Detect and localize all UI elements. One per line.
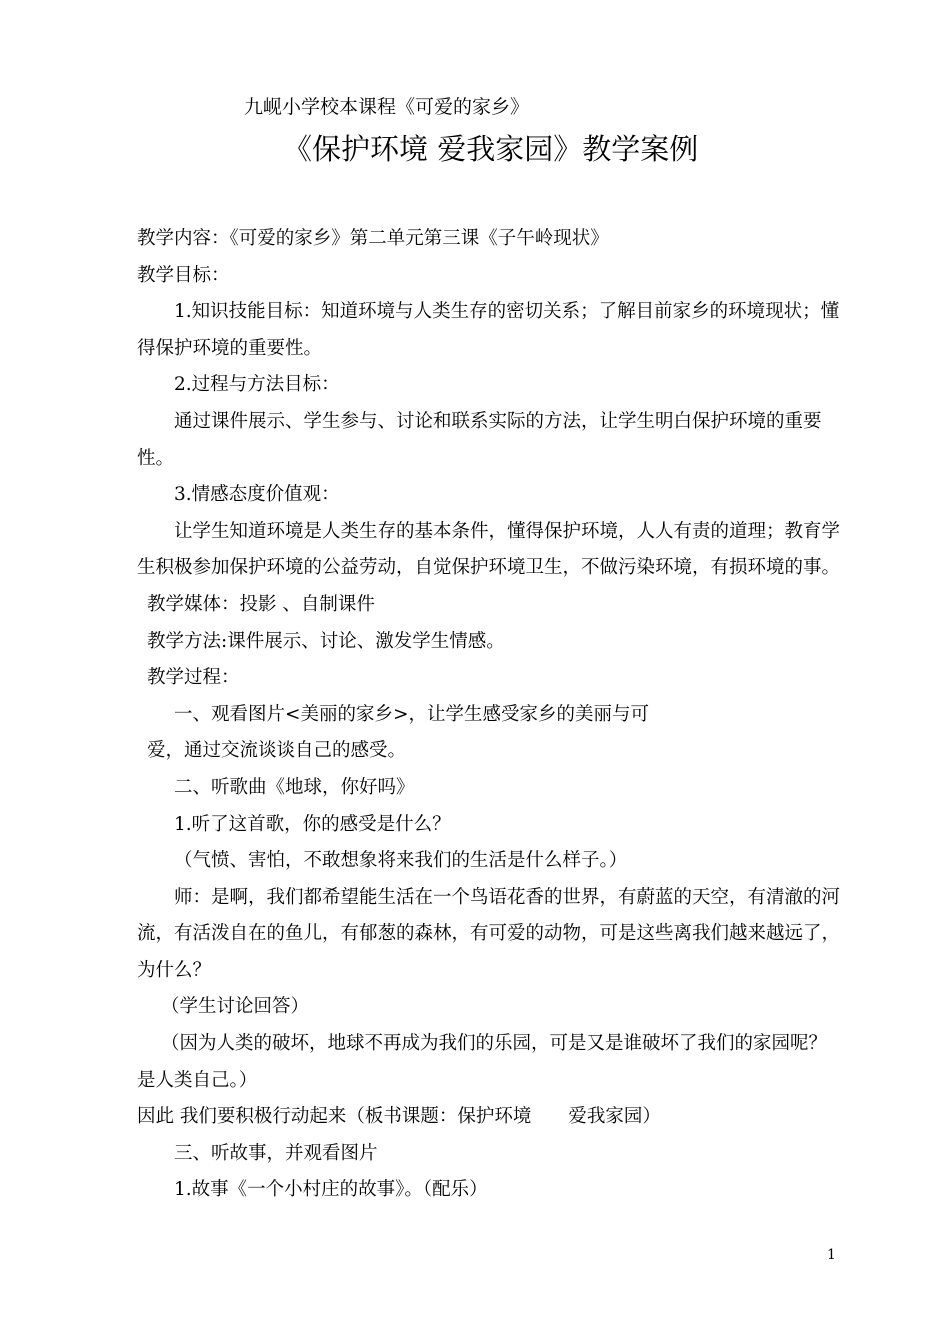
goal-process-method-text: 通过课件展示、学生参与、讨论和联系实际的方法，让学生明白保护环境的重要性。 <box>137 410 822 469</box>
teaching-process-heading: 教学过程： <box>147 667 240 689</box>
page-title: 《保护环境 爱我家园》教学案例 <box>283 132 699 166</box>
board-title-line: 因此 我们要积极行动起来（板书课题：保护环境 爱我家园） <box>137 1106 661 1128</box>
step-two-question: 1.听了这首歌，你的感受是什么？ <box>174 813 451 835</box>
goal-knowledge-skills: 1.知识技能目标：知道环境与人类生存的密切关系；了解目前家乡的环境现状；懂得保护环境的重要性。 <box>137 301 840 359</box>
goal-process-method-heading: 2.过程与方法目标： <box>174 374 340 396</box>
teacher-remark: 师：是啊，我们都希望能生活在一个鸟语花香的世界，有蔚蓝的天空，有清澈的河流，有活泼自在的鱼儿，有郁葱的森林，有可爱的动物，可是这些离我们越来越远了，为什么？ <box>137 886 841 981</box>
step-three-heading: 三、听故事，并观看图片 <box>174 1142 378 1164</box>
step-two-heading: 二、听歌曲《地球，你好吗》 <box>174 776 415 798</box>
step-two-answer: （气愤、害怕，不敢想象将来我们的生活是什么样子。） <box>174 850 628 872</box>
goal-emotion-heading: 3.情感态度价值观： <box>174 484 340 506</box>
goal-emotion-text: 让学生知道环境是人类生存的基本条件，懂得保护环境，人人有责的道理；教育学生积极参加保护环境的公益劳动，自觉保护环境卫生，不做污染环境，有损环境的事。 <box>137 520 841 579</box>
teaching-content-line: 教学内容：《可爱的家乡》第二单元第三课《子午岭现状》 <box>137 228 609 249</box>
discussion-answer: （因为人类的破坏，地球不再成为我们的乐园，可是又是谁破坏了我们的家园呢？是人类自己。） <box>137 1033 828 1091</box>
teaching-method-line: 教学方法:课件展示、讨论、激发学生情感。 <box>147 630 505 652</box>
step-one-continuation: 爱，通过交流谈谈自己的感受。 <box>147 740 407 762</box>
step-three-story: 1.故事《一个小村庄的故事》。（配乐） <box>174 1179 488 1201</box>
teaching-media-line: 教学媒体：投影 、自制课件 <box>147 593 375 615</box>
course-subtitle: 九岘小学校本课程《可爱的家乡》 <box>244 96 530 118</box>
student-discussion: （学生讨论回答） <box>161 996 310 1018</box>
document-body <box>137 221 840 1209</box>
step-one-line: 一、观看图片<美丽的家乡>，让学生感受家乡的美丽与可 <box>174 703 650 725</box>
teaching-goals-heading: 教学目标： <box>137 264 230 286</box>
page-number: 1 <box>827 1247 836 1263</box>
